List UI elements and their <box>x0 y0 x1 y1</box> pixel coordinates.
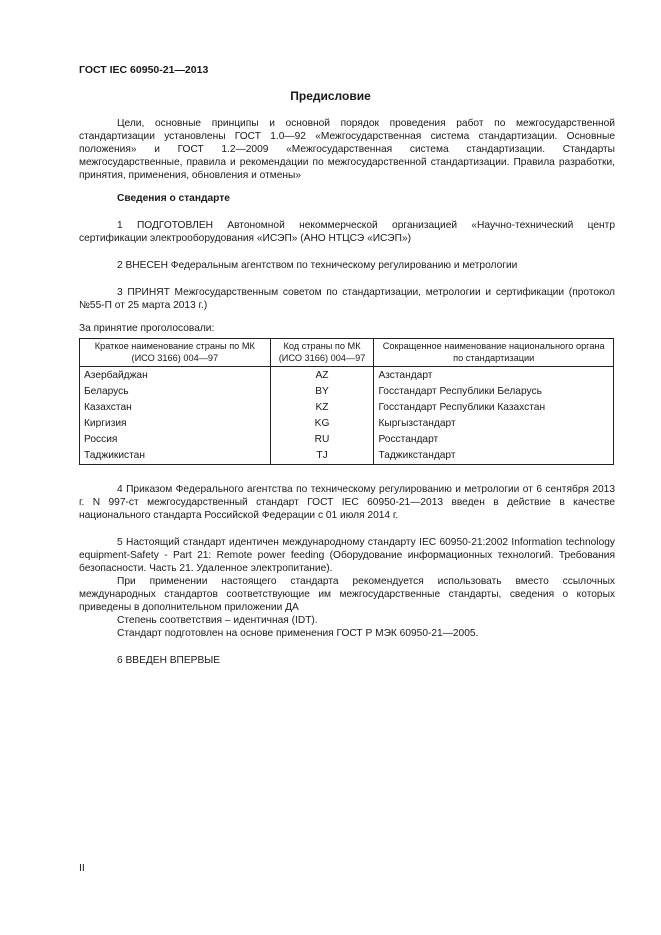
code-cell: BY <box>270 384 374 400</box>
item-5-note-references: При применении настоящего стандарта рекомендуется использовать вместо ссылочных международных стандартов соответствующие им межгосударственные стандарты, сведения о которых приведены в дополнительном приложении ДА <box>79 576 615 613</box>
item-4-paragraph: 4 Приказом Федерального агентства по техническому регулированию и метрологии от 6 сентября 2013 г. N 997-ст межгосударственный стандарт ГОСТ IEC 60950-21—2013 введен в действие в качестве национального стандарта Российской Федерации с 01 июля 2014 г. <box>79 484 615 521</box>
country-cell: Киргизия <box>80 416 271 432</box>
item-1-paragraph: 1 ПОДГОТОВЛЕН Автономной некоммерческой организацией «Научно-технический центр сертификации электрооборудования «ИСЭП» (АНО НТЦСЭ «ИСЭП») <box>79 220 615 244</box>
intro-paragraph: Цели, основные принципы и основной порядок проведения работ по межгосударственной стандартизации установлены ГОСТ 1.0—92 «Межгосударственная система стандартизации. Основные положения» и ГОСТ 1.2—2009 «Межгосударственная система стандартизации. Стандарты межгосударственные, правила и рекомендации по межгосударственной стандартизации. Правила разработки, принятия, применения, обновления и отмены» <box>79 118 615 181</box>
country-cell: Таджикистан <box>80 448 271 465</box>
section-subheading: Сведения о стандарте <box>117 193 230 204</box>
body-cell: Госстандарт Республики Беларусь <box>374 384 614 400</box>
page-number: II <box>79 862 85 874</box>
table-header-row <box>80 339 614 367</box>
code-cell: AZ <box>270 367 374 385</box>
body-cell: Кыргызстандарт <box>374 416 614 432</box>
table-row <box>80 384 614 400</box>
voting-table <box>79 338 614 465</box>
document-body <box>79 117 615 667</box>
code-cell: TJ <box>270 448 374 465</box>
table-row <box>80 432 614 448</box>
code-cell: KG <box>270 416 374 432</box>
item-3-paragraph: 3 ПРИНЯТ Межгосударственным советом по стандартизации, метрологии и сертификации (протокол №55-П от 25 марта 2013 г.) <box>79 287 615 311</box>
body-cell: Азстандарт <box>374 367 614 385</box>
item-5-note-basis: Стандарт подготовлен на основе применения ГОСТ Р МЭК 60950-21—2005. <box>117 628 479 639</box>
item-5-note-conformity: Степень соответствия – идентичная (IDT). <box>117 615 318 626</box>
code-cell: KZ <box>270 400 374 416</box>
column-header-body: Сокращенное наименование национального органа по стандартизации <box>374 339 614 367</box>
body-cell: Госстандарт Республики Казахстан <box>374 400 614 416</box>
item-2-paragraph: 2 ВНЕСЕН Федеральным агентством по техническому регулированию и метрологии <box>117 260 518 271</box>
country-cell: Казахстан <box>80 400 271 416</box>
code-cell: RU <box>270 432 374 448</box>
body-cell: Росстандарт <box>374 432 614 448</box>
table-row <box>80 448 614 465</box>
table-row <box>80 367 614 385</box>
vote-caption: За принятие проголосовали: <box>79 323 215 334</box>
country-cell: Азербайджан <box>80 367 271 385</box>
item-5-paragraph: 5 Настоящий стандарт идентичен международному стандарту IEC 60950-21:2002 Information technology equipment-Safety - Part 21: Remote power feeding (Оборудование информационных технологий. Требования безопасности. Часть 21. Удаленное электропитание). <box>79 537 615 574</box>
table-row <box>80 400 614 416</box>
item-6-paragraph: 6 ВВЕДЕН ВПЕРВЫЕ <box>117 655 221 666</box>
column-header-country: Краткое наименование страны по МК (ИСО 3166) 004—97 <box>80 339 271 367</box>
body-cell: Таджикстандарт <box>374 448 614 465</box>
table-row <box>80 416 614 432</box>
page-title: Предисловие <box>290 89 371 103</box>
column-header-code: Код страны по МК (ИСО 3166) 004—97 <box>270 339 374 367</box>
standard-code-header: ГОСТ IEC 60950-21—2013 <box>79 64 209 76</box>
country-cell: Россия <box>80 432 271 448</box>
country-cell: Беларусь <box>80 384 271 400</box>
